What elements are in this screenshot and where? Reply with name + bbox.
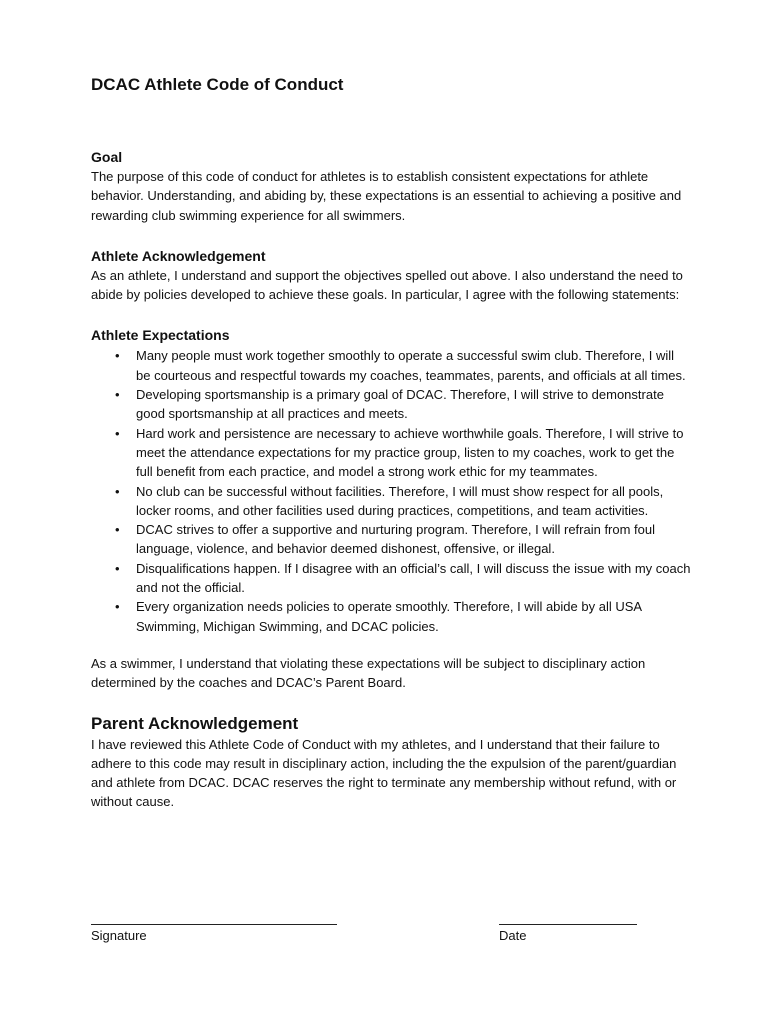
list-item-text: No club can be successful without facilities. Therefore, I will must show respect for all pools, locker rooms, and other facilities used during practices, competitions, and team activities. (136, 483, 664, 518)
goal-heading: Goal (91, 149, 123, 165)
bullet-icon: • (115, 560, 120, 576)
page-title: DCAC Athlete Code of Conduct (91, 75, 344, 94)
parent-ack-heading: Parent Acknowledgement (91, 713, 299, 733)
bullet-icon: • (115, 599, 120, 615)
document-page (91, 74, 691, 812)
date-label: Date (499, 928, 527, 943)
bullet-icon: • (115, 522, 120, 538)
list-item (91, 559, 691, 598)
list-item-text: Hard work and persistence are necessary to achieve worthwhile goals. Therefore, I will strive to meet the attendance expectations for my practice group, listen to my coaches, work to get the full benefit from each practice, and model a strong work ethic for my teammates. (136, 425, 684, 480)
list-item-text: Developing sportsmanship is a primary goal of DCAC. Therefore, I will strive to demonstrate good sportsmanship at all practices and meets. (136, 387, 664, 422)
list-item-text: Disqualifications happen. If I disagree with an official’s call, I will discuss the issue with my coach and not the official. (136, 560, 691, 596)
athlete-ack-heading: Athlete Acknowledgement (91, 247, 266, 264)
list-item (91, 424, 691, 482)
list-item-text: Many people must work together smoothly to operate a successful swim club. Therefore, I will be courteous and respectful towards my coaches, teammates, parents, and officials at all times. (136, 348, 686, 383)
expectations-heading: Athlete Expectations (91, 327, 230, 344)
bullet-icon: • (115, 425, 120, 441)
signature-row (91, 910, 651, 950)
signature-block[interactable] (91, 910, 337, 945)
closing-text: As a swimmer, I understand that violating these expectations will be subject to disciplinary action determined by the coaches and DCAC’s Parent Board. (91, 655, 646, 691)
date-line[interactable] (499, 910, 637, 925)
list-item (91, 346, 691, 385)
date-block[interactable] (499, 910, 637, 945)
list-item (91, 597, 691, 636)
list-item (91, 520, 691, 559)
bullet-icon: • (115, 483, 120, 499)
parent-ack-text: I have reviewed this Athlete Code of Conduct with my athletes, and I understand that their failure to adhere to this code may result in disciplinary action, including the the expulsion of the parent/guardian and athlete from DCAC. DCAC reserves the right to terminate any membership without refund, with or without cause. (91, 736, 677, 810)
athlete-ack-text: As an athlete, I understand and support the objectives spelled out above. I also understand the need to abide by policies developed to achieve these goals. In particular, I agree with the following statements: (91, 267, 683, 303)
list-item (91, 385, 691, 424)
bullet-icon: • (115, 387, 120, 403)
list-item (91, 482, 691, 521)
list-item-text: Every organization needs policies to operate smoothly. Therefore, I will abide by all USA Swimming, Michigan Swimming, and DCAC policies. (136, 599, 642, 634)
goal-text: The purpose of this code of conduct for athletes is to establish consistent expectations for athlete behavior. Understanding, and abiding by, these expectations is an essential to achieving a positive and rewarding club swimming experience for all swimmers. (91, 169, 682, 223)
bullet-icon: • (115, 348, 120, 364)
expectations-list (91, 346, 691, 635)
signature-line[interactable] (91, 910, 337, 925)
signature-label: Signature (91, 928, 147, 943)
list-item-text: DCAC strives to offer a supportive and nurturing program. Therefore, I will refrain from foul language, violence, and behavior deemed dishonest, offensive, or illegal. (136, 522, 656, 557)
